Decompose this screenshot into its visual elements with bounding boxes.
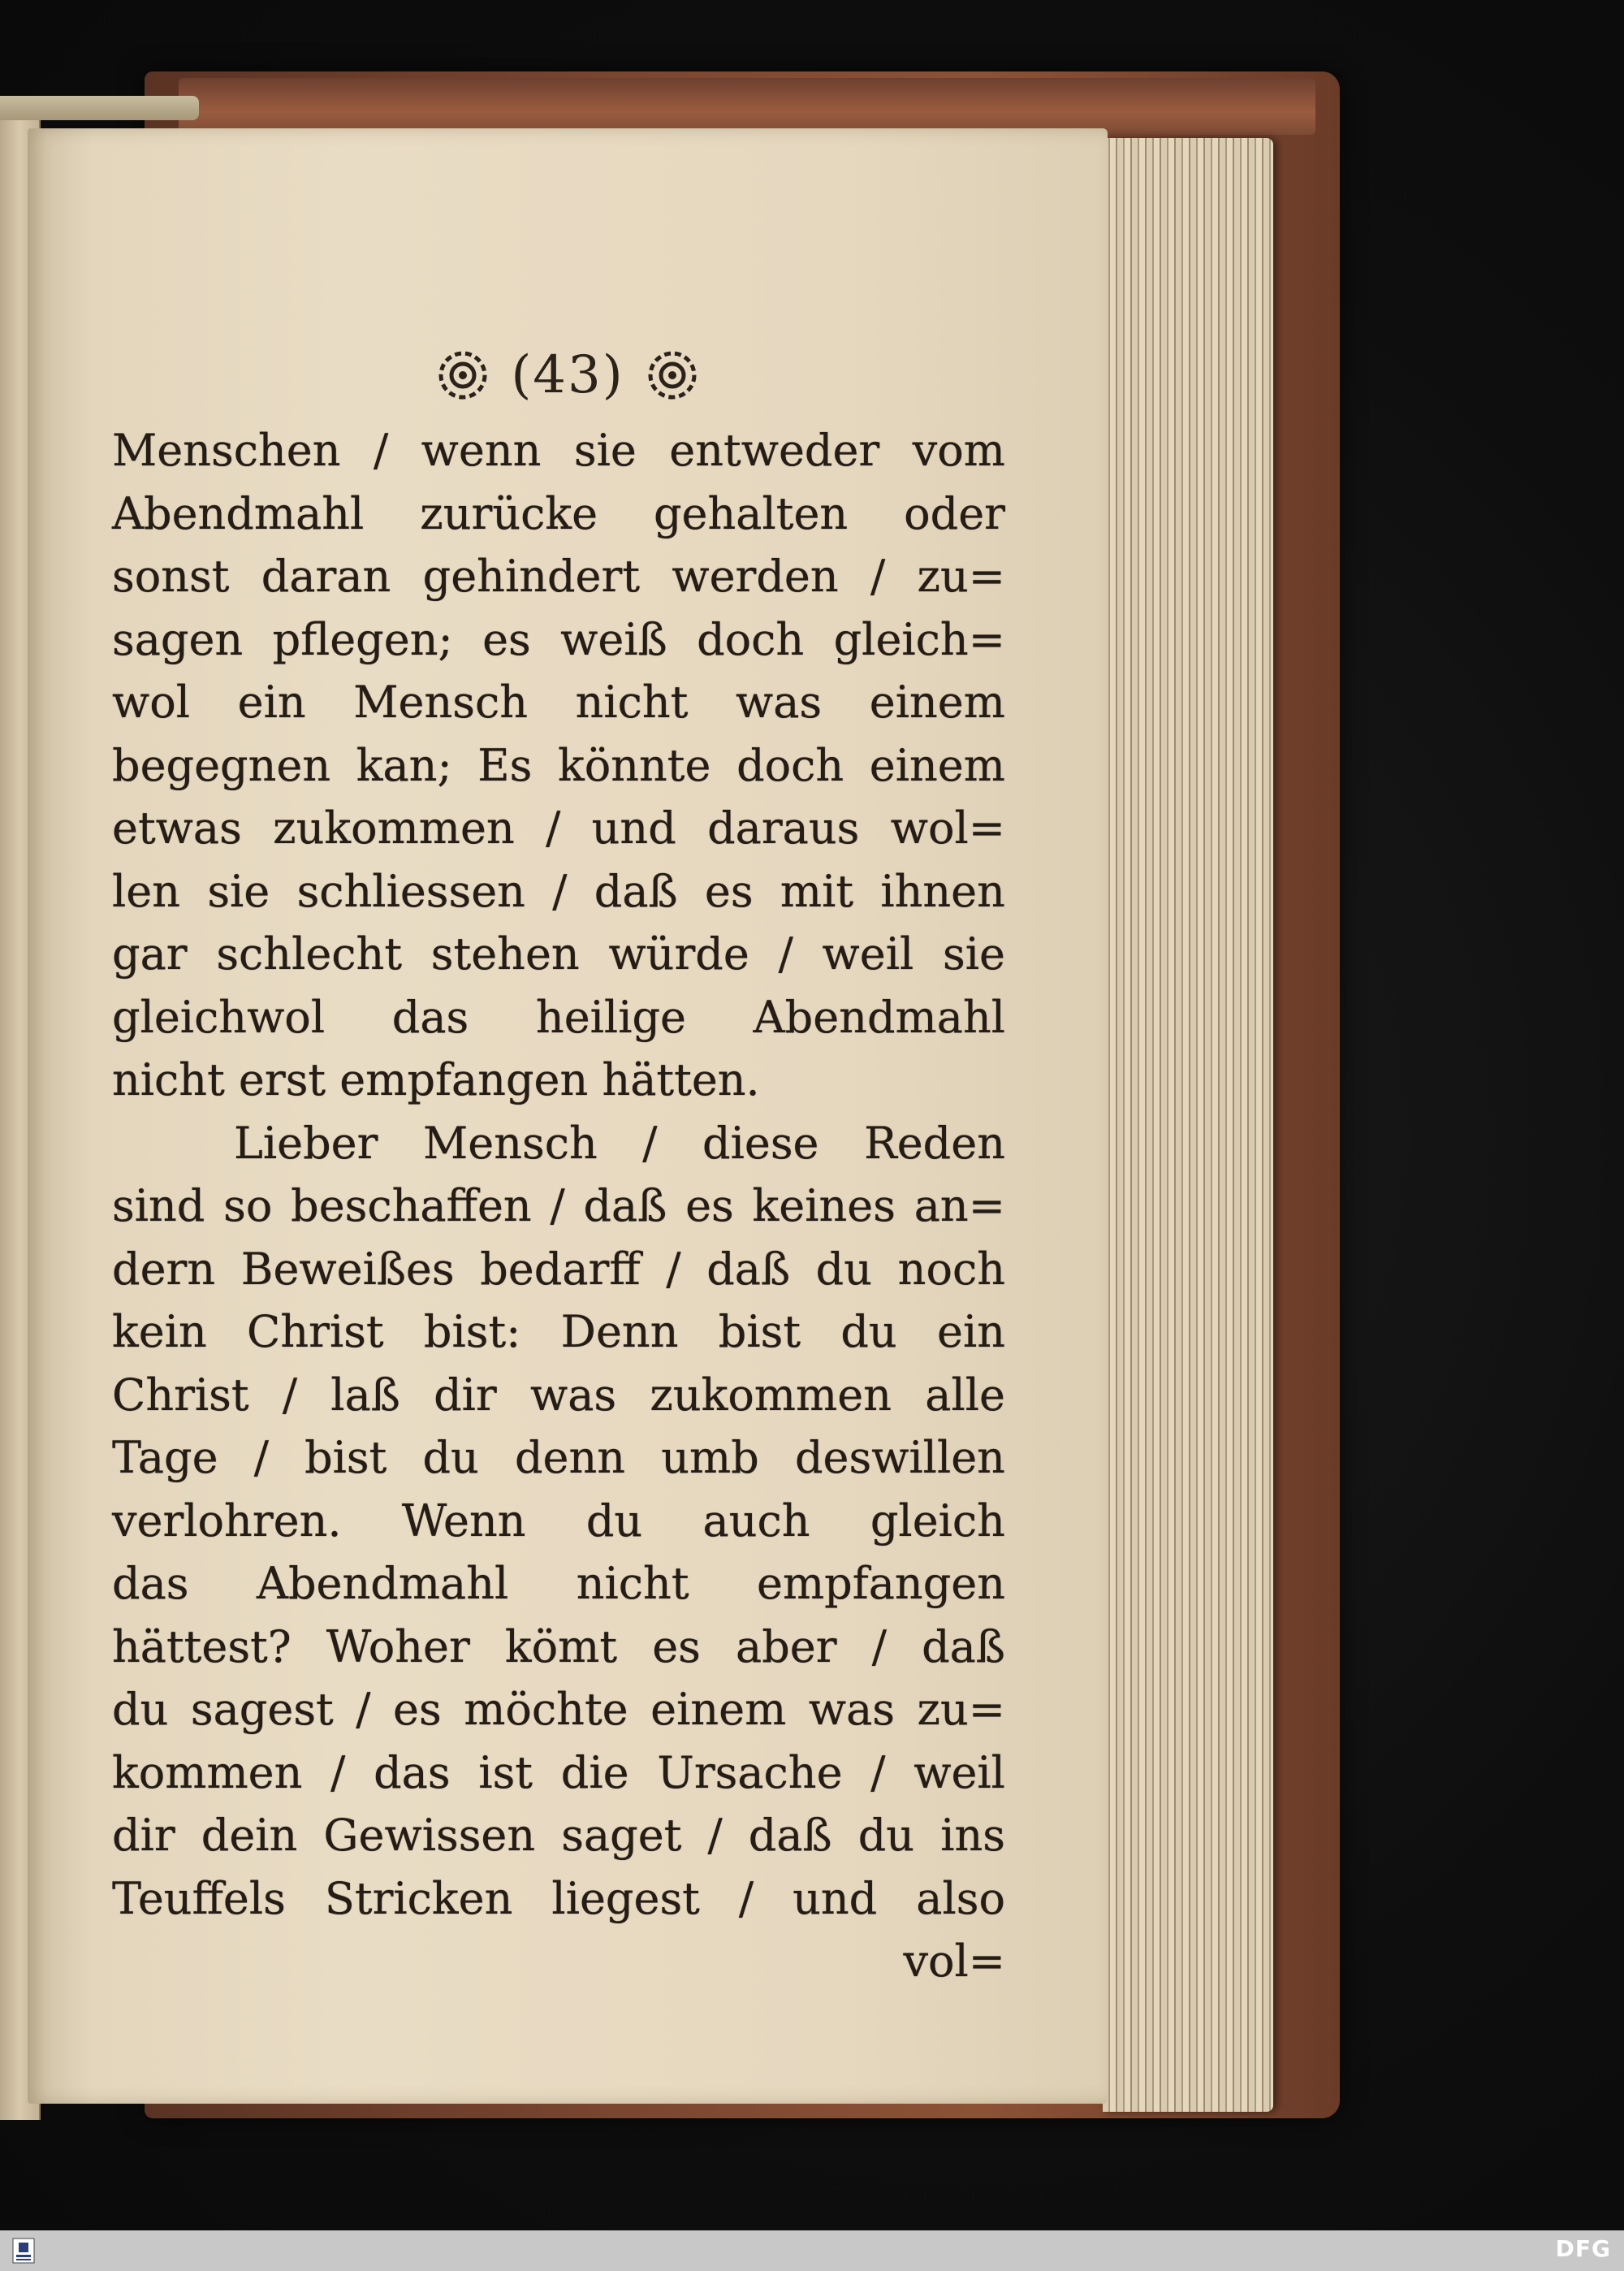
word: Reden: [864, 1117, 1005, 1169]
word: bist:: [423, 1306, 521, 1357]
word: einem: [869, 739, 1005, 791]
word: nicht: [575, 677, 689, 728]
word: ins: [940, 1810, 1005, 1861]
text-line: [112, 419, 1005, 482]
text-line: [112, 608, 1005, 672]
word: dir: [434, 1369, 497, 1421]
word: Beweißes: [240, 1243, 455, 1295]
text-line: [112, 860, 1005, 924]
text-line: [112, 1678, 1005, 1741]
word: heilige: [535, 991, 686, 1043]
word: wol: [112, 677, 191, 728]
word: doch: [697, 613, 805, 665]
word: /: [330, 1746, 346, 1798]
word: sagen: [112, 613, 244, 665]
text-line: [112, 797, 1005, 860]
word: ist: [478, 1746, 533, 1798]
text-line: [112, 1741, 1005, 1805]
word: Stricken: [324, 1872, 513, 1924]
word: daran: [261, 551, 391, 602]
word: es: [685, 1180, 734, 1231]
word: laß: [330, 1369, 400, 1421]
word: sagest: [190, 1684, 334, 1735]
flower-ornament-icon: [438, 350, 488, 400]
word: bedarff: [480, 1243, 641, 1295]
word: wol=: [890, 802, 1005, 854]
text-line: [112, 1867, 1005, 1931]
word: Tage: [112, 1432, 218, 1483]
text-line: [112, 671, 1005, 734]
library-seal-icon: [11, 2237, 36, 2265]
word: /: [552, 865, 568, 917]
word: aber: [736, 1620, 837, 1672]
word: sie: [573, 425, 637, 476]
word: die: [560, 1746, 629, 1798]
word: sind: [112, 1180, 205, 1231]
dfg-logo: DFG: [1555, 2235, 1611, 2262]
footer-bar: [0, 2230, 1624, 2271]
word: /: [871, 1620, 887, 1672]
text-line: [112, 1300, 1005, 1364]
word: dern: [112, 1243, 216, 1295]
word: saget: [561, 1810, 682, 1861]
word: /: [666, 1243, 681, 1295]
word: /: [738, 1872, 754, 1924]
word: /: [546, 802, 561, 854]
text-line: [112, 923, 1005, 986]
word: sonst: [112, 551, 230, 602]
word: Wenn: [401, 1495, 526, 1546]
word: weil: [822, 928, 914, 980]
word: daß: [594, 865, 678, 917]
word: etwas: [112, 802, 242, 854]
word: du: [857, 1810, 915, 1861]
text-line: [112, 1616, 1005, 1679]
text-line: [112, 734, 1005, 798]
word: begegnen: [112, 739, 331, 791]
word: du: [112, 1684, 169, 1735]
word: zurücke: [420, 487, 598, 539]
word: das: [112, 1558, 189, 1609]
word: len: [112, 865, 181, 917]
word: Menschen: [112, 425, 341, 476]
page-stack: [1103, 138, 1273, 2112]
word: schliessen: [296, 865, 525, 917]
word: pflegen;: [272, 613, 453, 665]
word: könnte: [558, 739, 711, 791]
text-line: [112, 1174, 1005, 1238]
word: ein: [237, 677, 306, 728]
word: mit: [780, 865, 854, 917]
word: dein: [201, 1810, 298, 1861]
page-number: (43): [511, 344, 624, 405]
word: nicht: [576, 1558, 689, 1609]
word: sie: [207, 865, 270, 917]
word: kan;: [356, 739, 452, 791]
text-line: [112, 482, 1005, 546]
word: bist: [304, 1432, 387, 1483]
word: /: [550, 1180, 565, 1231]
word: /: [642, 1117, 658, 1169]
word: Teuffels: [112, 1872, 286, 1924]
text-line: [112, 1490, 1005, 1553]
word: das: [374, 1746, 451, 1798]
word: vom: [912, 425, 1005, 476]
word: du: [422, 1432, 479, 1483]
word: Mensch: [353, 677, 529, 728]
word: möchte: [464, 1684, 628, 1735]
word: /: [253, 1432, 269, 1483]
book-cover-top-edge: [179, 78, 1315, 135]
word: denn: [514, 1432, 626, 1483]
word: also: [916, 1872, 1005, 1924]
word: gleichwol: [112, 991, 326, 1043]
word: würde: [608, 928, 749, 980]
word: Abendmahl: [112, 487, 365, 539]
word: Lieber: [234, 1117, 378, 1169]
word: und: [591, 802, 676, 854]
word: /: [707, 1810, 723, 1861]
word: zukommen: [273, 802, 515, 854]
word: auch: [702, 1495, 810, 1546]
word: stehen: [430, 928, 580, 980]
word: du: [840, 1306, 897, 1357]
word: gleich: [870, 1495, 1005, 1546]
word: daß: [922, 1620, 1005, 1672]
word: bist: [718, 1306, 801, 1357]
word: ihnen: [880, 865, 1005, 917]
word: kommen: [112, 1746, 303, 1798]
page-header: [28, 341, 1108, 405]
word: Christ: [247, 1306, 384, 1357]
word: einem: [869, 677, 1005, 728]
word: was: [530, 1369, 617, 1421]
word: werden: [672, 551, 839, 602]
word: daß: [748, 1810, 832, 1861]
word: zu=: [917, 1684, 1005, 1735]
word: umb: [661, 1432, 759, 1483]
word: weil: [914, 1746, 1005, 1798]
word: wenn: [421, 425, 542, 476]
word: schlecht: [216, 928, 403, 980]
word: was: [736, 677, 823, 728]
word: zukommen: [650, 1369, 892, 1421]
word: gleich=: [833, 613, 1005, 665]
word: /: [870, 1746, 886, 1798]
word: ein: [936, 1306, 1005, 1357]
text-line: [112, 986, 1005, 1049]
text-line: [112, 1552, 1005, 1616]
word: es: [704, 865, 754, 917]
word: kein: [112, 1306, 207, 1357]
word: sie: [943, 928, 1005, 980]
word: Mensch: [422, 1117, 598, 1169]
word: /: [373, 425, 389, 476]
word: Denn: [560, 1306, 679, 1357]
word: gehindert: [422, 551, 641, 602]
word: Es: [477, 739, 533, 791]
word: keines: [752, 1180, 896, 1231]
text-line-indented: [112, 1112, 1005, 1175]
word: gehalten: [653, 487, 849, 539]
text-line: nicht erst empfangen hätten.: [112, 1054, 760, 1105]
word: alle: [925, 1369, 1005, 1421]
word: daß: [583, 1180, 667, 1231]
word: daraus: [707, 802, 860, 854]
word: /: [356, 1684, 371, 1735]
body-text: [112, 419, 1005, 1993]
catchword: vol=: [903, 1936, 1005, 1987]
word: es: [652, 1620, 701, 1672]
word: es: [393, 1684, 442, 1735]
word: kömt: [504, 1620, 618, 1672]
word: weiß: [560, 613, 667, 665]
word: liegest: [551, 1872, 700, 1924]
word: und: [793, 1872, 878, 1924]
word: daß: [706, 1243, 791, 1295]
word: hättest?: [112, 1620, 292, 1672]
text-line: [112, 1426, 1005, 1490]
word: zu=: [917, 551, 1005, 602]
word: so: [223, 1180, 273, 1231]
word: oder: [904, 487, 1005, 539]
word: deswillen: [794, 1432, 1005, 1483]
word: gar: [112, 928, 188, 980]
word: /: [778, 928, 793, 980]
word: Gewissen: [323, 1810, 536, 1861]
text-line: [112, 1364, 1005, 1427]
word: Woher: [326, 1620, 470, 1672]
book-page: [28, 128, 1108, 2104]
text-line: [112, 1238, 1005, 1301]
text-line: [112, 545, 1005, 608]
word: empfangen: [757, 1558, 1005, 1609]
word: an=: [914, 1180, 1005, 1231]
word: du: [815, 1243, 873, 1295]
word: es: [482, 613, 531, 665]
word: /: [282, 1369, 298, 1421]
word: doch: [736, 739, 844, 791]
word: noch: [897, 1243, 1005, 1295]
text-line: [112, 1804, 1005, 1867]
word: das: [391, 991, 469, 1043]
word: Christ: [112, 1369, 249, 1421]
word: dir: [112, 1810, 175, 1861]
word: Abendmahl: [753, 991, 1005, 1043]
word: diese: [702, 1117, 819, 1169]
word: was: [808, 1684, 895, 1735]
word: du: [585, 1495, 643, 1546]
word: Ursache: [657, 1746, 843, 1798]
flower-ornament-icon: [647, 350, 698, 400]
word: Abendmahl: [256, 1558, 509, 1609]
word: /: [870, 551, 886, 602]
word: entweder: [669, 425, 880, 476]
word: verlohren.: [112, 1495, 342, 1546]
spine-band: [0, 96, 199, 120]
word: einem: [650, 1684, 787, 1735]
word: beschaffen: [291, 1180, 532, 1231]
